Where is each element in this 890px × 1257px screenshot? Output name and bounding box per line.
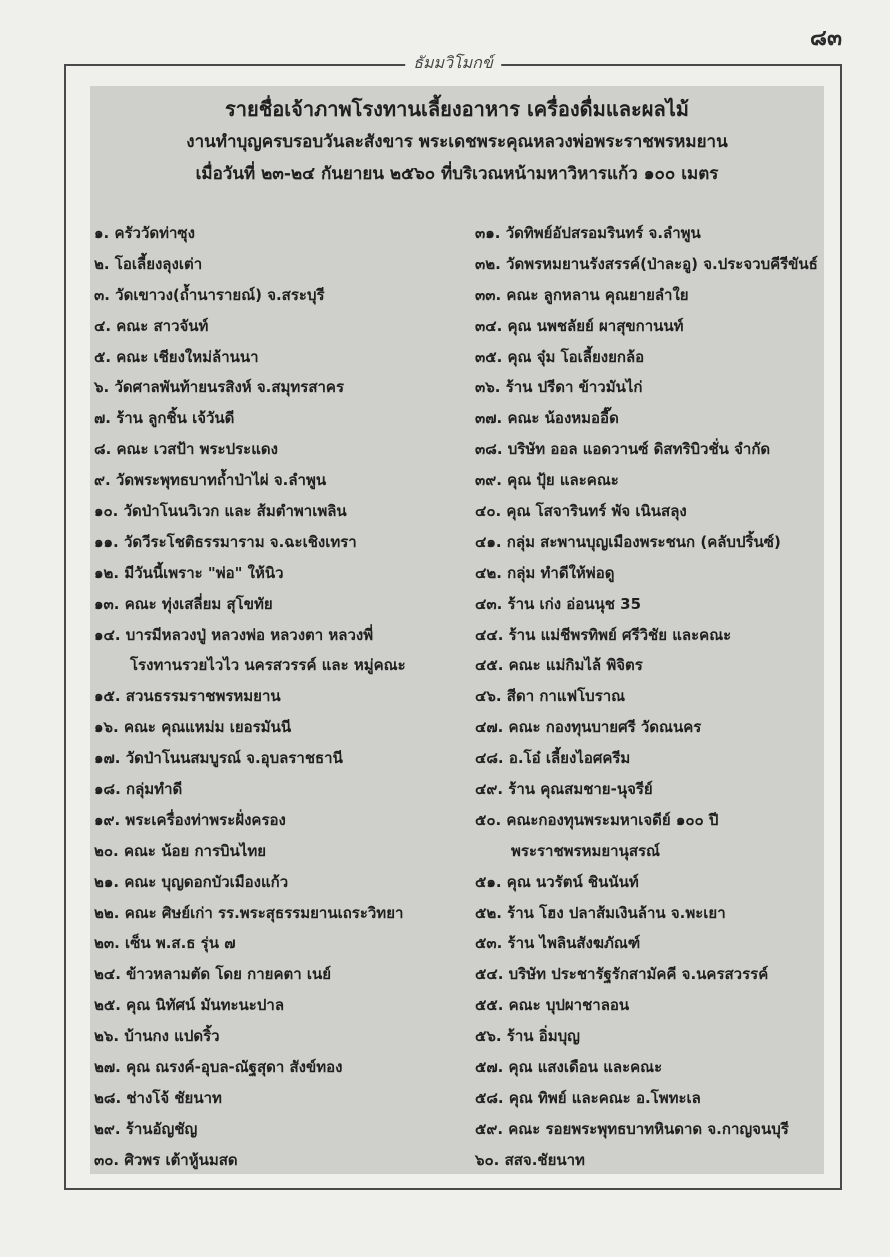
list-item: ๓๐. ศิวพร เต้าหู้นมสด: [94, 1150, 238, 1169]
list-item: ๔. คณะ สาวจันท์: [94, 316, 209, 335]
list-item: ๒๖. บ้านกง แปดริ้ว: [94, 1027, 220, 1046]
list-item: ๒๘. ช่างโจ้ ชัยนาท: [94, 1088, 222, 1107]
list-item: ๑๕. สวนธรรมราชพรหมยาน: [94, 687, 281, 706]
list-item: ๒๙. ร้านอัญชัญ: [94, 1119, 198, 1138]
list-item: ๓๖. ร้าน ปรีดา ข้าวมันไก่: [475, 378, 643, 397]
list-item: ๔๓. ร้าน เก่ง อ่อนนุช 35: [475, 594, 642, 613]
list-item: ๒๔. ข้าวหลามตัด โดย กายคตา เนย์: [94, 965, 332, 984]
list-item: ๒๒. คณะ ศิษย์เก่า รร.พระสุธรรมยานเถระวิทยา: [94, 903, 404, 922]
title-line-1: รายชื่อเจ้าภาพโรงทานเลี้ยงอาหาร เครื่องดื่มและผลไม้: [225, 97, 689, 121]
list-item: ๕๓. ร้าน ไพลินสังฆภัณฑ์: [475, 934, 641, 953]
list-item: ๕๒. ร้าน โฮง ปลาส้มเงินล้าน จ.พะเยา: [475, 903, 726, 922]
content-frame: [64, 53, 842, 1190]
list-item-continuation: โรงทานรวยไวไว นครสวรรค์ และ หมู่คณะ: [130, 656, 406, 675]
list-item: ๕๔. บริษัท ประชารัฐรักสามัคคี จ.นครสวรรค์: [475, 965, 769, 984]
list-item: ๓๕. คุณ จุ๋ม โอเลี้ยงยกล้อ: [475, 347, 645, 366]
list-item: ๕๕. คณะ บุปผาชาลอน: [475, 996, 630, 1015]
list-item: ๕. คณะ เชียงใหม่ล้านนา: [94, 347, 259, 366]
list-item: ๔๑. กลุ่ม สะพานบุญเมืองพระชนก (คลับปริ้นซ์): [475, 532, 781, 551]
list-item: ๑๘. กลุ่มทำดี: [94, 780, 183, 799]
list-item: ๖๐. สสจ.ชัยนาท: [475, 1150, 585, 1169]
list-item: ๘. คณะ เวสป้า พระประแดง: [94, 440, 278, 459]
list-item: ๓๑. วัดทิพย์อัปสรอมรินทร์ จ.ลำพูน: [475, 224, 701, 242]
list-item: ๔๖. สีดา กาแฟโบราณ: [475, 687, 626, 706]
list-item: ๓๒. วัดพรหมยานรังสรรค์(ป่าละอู) จ.ประจวบคีรีขันธ์: [475, 254, 818, 273]
list-item: ๓๗. คณะ น้องหมออี๊ด: [475, 409, 619, 428]
running-header: ธัมมวิโมกข์: [405, 51, 501, 76]
list-item: ๔๗. คณะ กองทุนบายศรี วัดณนคร: [475, 718, 702, 737]
list-item: ๑๔. บารมีหลวงปู่ หลวงพ่อ หลวงตา หลวงพี่: [94, 625, 374, 644]
list-item: ๑๗. วัดป่าโนนสมบูรณ์ จ.อุบลราชธานี: [94, 749, 343, 768]
list-item: ๔๔. ร้าน แม่ชีพรทิพย์ ศรีวิชัย และคณะ: [475, 625, 732, 644]
list-item: ๑๐. วัดป่าโนนวิเวก และ ส้มตำพาเพลิน: [94, 502, 347, 521]
list-item: ๑๑. วัดวีระโชติธรรมาราม จ.ฉะเชิงเทรา: [94, 532, 357, 551]
list-item: ๑๖. คณะ คุณแหม่ม เยอรมันนี: [94, 718, 292, 737]
list-item: ๔๒. กลุ่ม ทำดีให้พ่อดู: [475, 563, 615, 582]
list-item: ๑. ครัววัดท่าซุง: [94, 224, 195, 242]
list-item: ๔๙. ร้าน คุณสมชาย-นุจรีย์: [475, 780, 653, 799]
list-item: ๖. วัดศาลพันท้ายนรสิงห์ จ.สมุทรสาคร: [94, 378, 345, 397]
list-item: ๒๕. คุณ นิทัศน์ มันทะนะปาล: [94, 996, 285, 1015]
list-item: ๕๑. คุณ นวรัตน์ ชินนันท์: [475, 872, 639, 891]
donor-list-left: [94, 218, 464, 1176]
donor-list-panel: [90, 86, 824, 1174]
list-item: ๓. วัดเขาวง(ถ้ำนารายณ์) จ.สระบุรี: [94, 285, 325, 304]
list-item: ๒๐. คณะ น้อย การบินไทย: [94, 841, 267, 860]
list-item: ๒๑. คณะ บุญดอกบัวเมืองแก้ว: [94, 872, 289, 891]
list-item: ๙. วัดพระพุทธบาทถ้ำป่าไผ่ จ.ลำพูน: [94, 471, 327, 490]
list-item: ๕๙. คณะ รอยพระพุทธบาทหินดาด จ.กาญจนบุรี: [475, 1119, 789, 1138]
donor-list-right: [475, 218, 825, 1176]
list-item: ๗. ร้าน ลูกชิ้น เจ้วันดี: [94, 409, 235, 428]
list-item: ๑๙. พระเครื่องท่าพระฝั่งครอง: [94, 810, 286, 829]
list-item: ๕๘. คุณ ทิพย์ และคณะ อ.โพทะเล: [475, 1088, 701, 1107]
list-item: ๔๐. คุณ โสจารินทร์ พัจ เนินสลุง: [475, 502, 687, 521]
list-item: ๒๗. คุณ ณรงค์-อุบล-ณัฐสุดา สังข์ทอง: [94, 1058, 343, 1077]
list-item: ๓๘. บริษัท ออล แอดวานซ์ ดิสทริบิวชั่น จำกัด: [475, 440, 771, 459]
list-item: ๔๕. คณะ แม่กิมไล้ พิจิตร: [475, 656, 643, 675]
page-number: ๘๓: [809, 26, 842, 51]
list-item: ๕๐. คณะกองทุนพระมหาเจดีย์ ๑๐๐ ปี: [475, 810, 719, 829]
list-item: ๓๓. คณะ ลูกหลาน คุณยายลำใย: [475, 285, 689, 304]
list-item: ๓๔. คุณ นพชลัยย์ ผาสุขกานนท์: [475, 316, 684, 335]
list-item: ๒. โอเลี้ยงลุงเต่า: [94, 254, 203, 273]
list-item-continuation: พระราชพรหมยานุสรณ์: [511, 841, 660, 860]
list-item: ๓๙. คุณ ปุ้ย และคณะ: [475, 471, 619, 490]
title-block: [90, 92, 824, 190]
list-item: ๕๖. ร้าน อิ่มบุญ: [475, 1027, 580, 1046]
list-item: ๔๘. อ.โอ๋ เลี้ยงไอศครีม: [475, 749, 631, 768]
title-line-2: งานทำบุญครบรอบวันละสังขาร พระเดชพระคุณหลวงพ่อพระราชพรหมยาน: [186, 132, 728, 152]
list-item: ๒๓. เซ็น พ.ส.ธ รุ่น ๗: [94, 934, 236, 953]
list-item: ๑๒. มีวันนี้เพราะ "พ่อ" ให้นิว: [94, 563, 284, 582]
title-line-3: เมื่อวันที่ ๒๓-๒๔ กันยายน ๒๕๖๐ ที่บริเวณหน้ามหาวิหารแก้ว ๑๐๐ เมตร: [195, 164, 719, 184]
list-item: ๑๓. คณะ ทุ่งเสลี่ยม สุโขทัย: [94, 594, 273, 613]
list-item: ๕๗. คุณ แสงเดือน และคณะ: [475, 1058, 663, 1077]
